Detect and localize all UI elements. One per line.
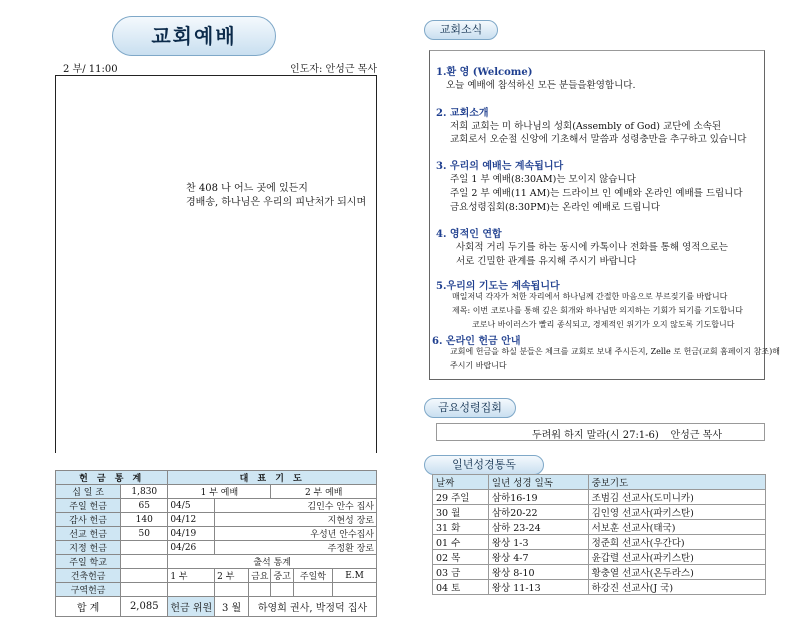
table-row: 29 주일 삼하16-19 조범김 선교사(도미니카) — [433, 490, 766, 505]
news-title: 교회소식 — [424, 20, 498, 40]
table-row: 02 목 왕상 4-7 윤갑렬 선교사(파키스탄) — [433, 550, 766, 565]
sermon-speaker: 안성근 목사 — [670, 430, 722, 441]
table-row: 03 금 왕상 8-10 황충열 선교사(온두라스) — [433, 565, 766, 580]
attendance-title: 출석 통계 — [168, 555, 377, 569]
table-row: 주일 학교 출석 통계 — [56, 555, 377, 569]
table-row: 04 토 왕상 11-13 하강진 선교사(J 국) — [433, 580, 766, 595]
sermon-text: 두려워 하지 말라(시 27:1-6) — [532, 430, 659, 441]
bulletin-title: 교회예배 — [112, 16, 276, 56]
table-row: 주일 헌금 65 04/5 김인수 안수 집사 — [56, 499, 377, 513]
prayer-header: 대 표 기 도 — [168, 471, 377, 485]
table-row: 십 일 조 1,830 1 부 예배 2 부 예배 — [56, 485, 377, 499]
table-row: 01 수 왕상 1-3 정준희 선교사(우간다) — [433, 535, 766, 550]
service-time: 2 부/ 11:00 — [63, 64, 118, 75]
table-row: 30 월 삼하20-22 김인영 선교사(파키스탄) — [433, 505, 766, 520]
offering-header: 헌 금 통 계 — [56, 471, 168, 485]
prayer-meeting-box — [436, 423, 765, 441]
news-box: 1.환 영 (Welcome) 오늘 예배에 참석하신 모든 분들을환영합니다. 2. 교회소개 저희 교회는 미 하나님의 성회(Assembly of God) 교단에 소속된 교회로서 오순절 신앙에 기초해서 말씀과 성령충만을 추구하고 있습니다 3. 우리의 예배는 계속됩니다 주일 1 부 예배(8:30AM)는 모이지 않습니다 주일 2 부 예배(11 AM)는 드라이브 인 예배와 온라인 예배를 드립니다 금요성령집회(8:30PM)는 온라인 예배로 드립니다 4. 영적인 연합 사회적 거리 두기를 하는 동시에 카톡이나 전화를 통해 영적으로는 서로 긴밀한 관계를 유지해 주시기 바랍니다 5.우리의 기도는 계속됩니다 매일저녁 각자가 처한 자리에서 하나님께 간절한 마음으로 부르짖기를 바랍니다 제목: 이번 코로나를 통해 깊은 회개와 하나님만 의지하는 기회가 되기를 기도합니다 코로나 바이러스가 빨리 종식되고, 경제적인 위기가 오지 않도록 기도합니다 6. 온라인 헌금 안내 교회에 헌금을 하실 분들은 체크를 교회로 보내 주시든지, Zelle 로 헌금(교회 홈페이지 참조)해 주시기 바랍니다 — [429, 50, 765, 380]
hymn-line: 찬 408 나 어느 곳에 있든지 — [186, 183, 308, 194]
table-row: 감사 헌금 140 04/12 지현성 장로 — [56, 513, 377, 527]
order-of-worship — [55, 75, 377, 453]
table-row: 선교 헌금 50 04/19 우성년 안수집사 — [56, 527, 377, 541]
table-row: 31 화 삼하 23-24 서보훈 선교사(태국) — [433, 520, 766, 535]
bible-reading-title: 일년성경통독 — [424, 455, 544, 475]
table-header: 날짜 일년 성경 일독 중보기도 — [433, 475, 766, 490]
table-row: 구역헌금 — [56, 583, 377, 597]
prayer-meeting-title: 금요성령집회 — [424, 398, 516, 418]
bible-reading-table — [432, 474, 766, 595]
total-row: 합 계 2,085 헌금 위원 3 월 하영희 권사, 박정덕 집사 — [56, 597, 377, 617]
service-leader: 인도자: 안성근 목사 — [289, 64, 377, 75]
offering-prayer-table — [55, 470, 377, 617]
table-row: 지정 헌금 04/26 주정환 장로 — [56, 541, 377, 555]
praise-line: 경배송, 하나님은 우리의 피난처가 되시며 — [186, 197, 367, 208]
table-row: 건축헌금 1 부 2 부 금요 중고 주일학 E.M — [56, 569, 377, 583]
